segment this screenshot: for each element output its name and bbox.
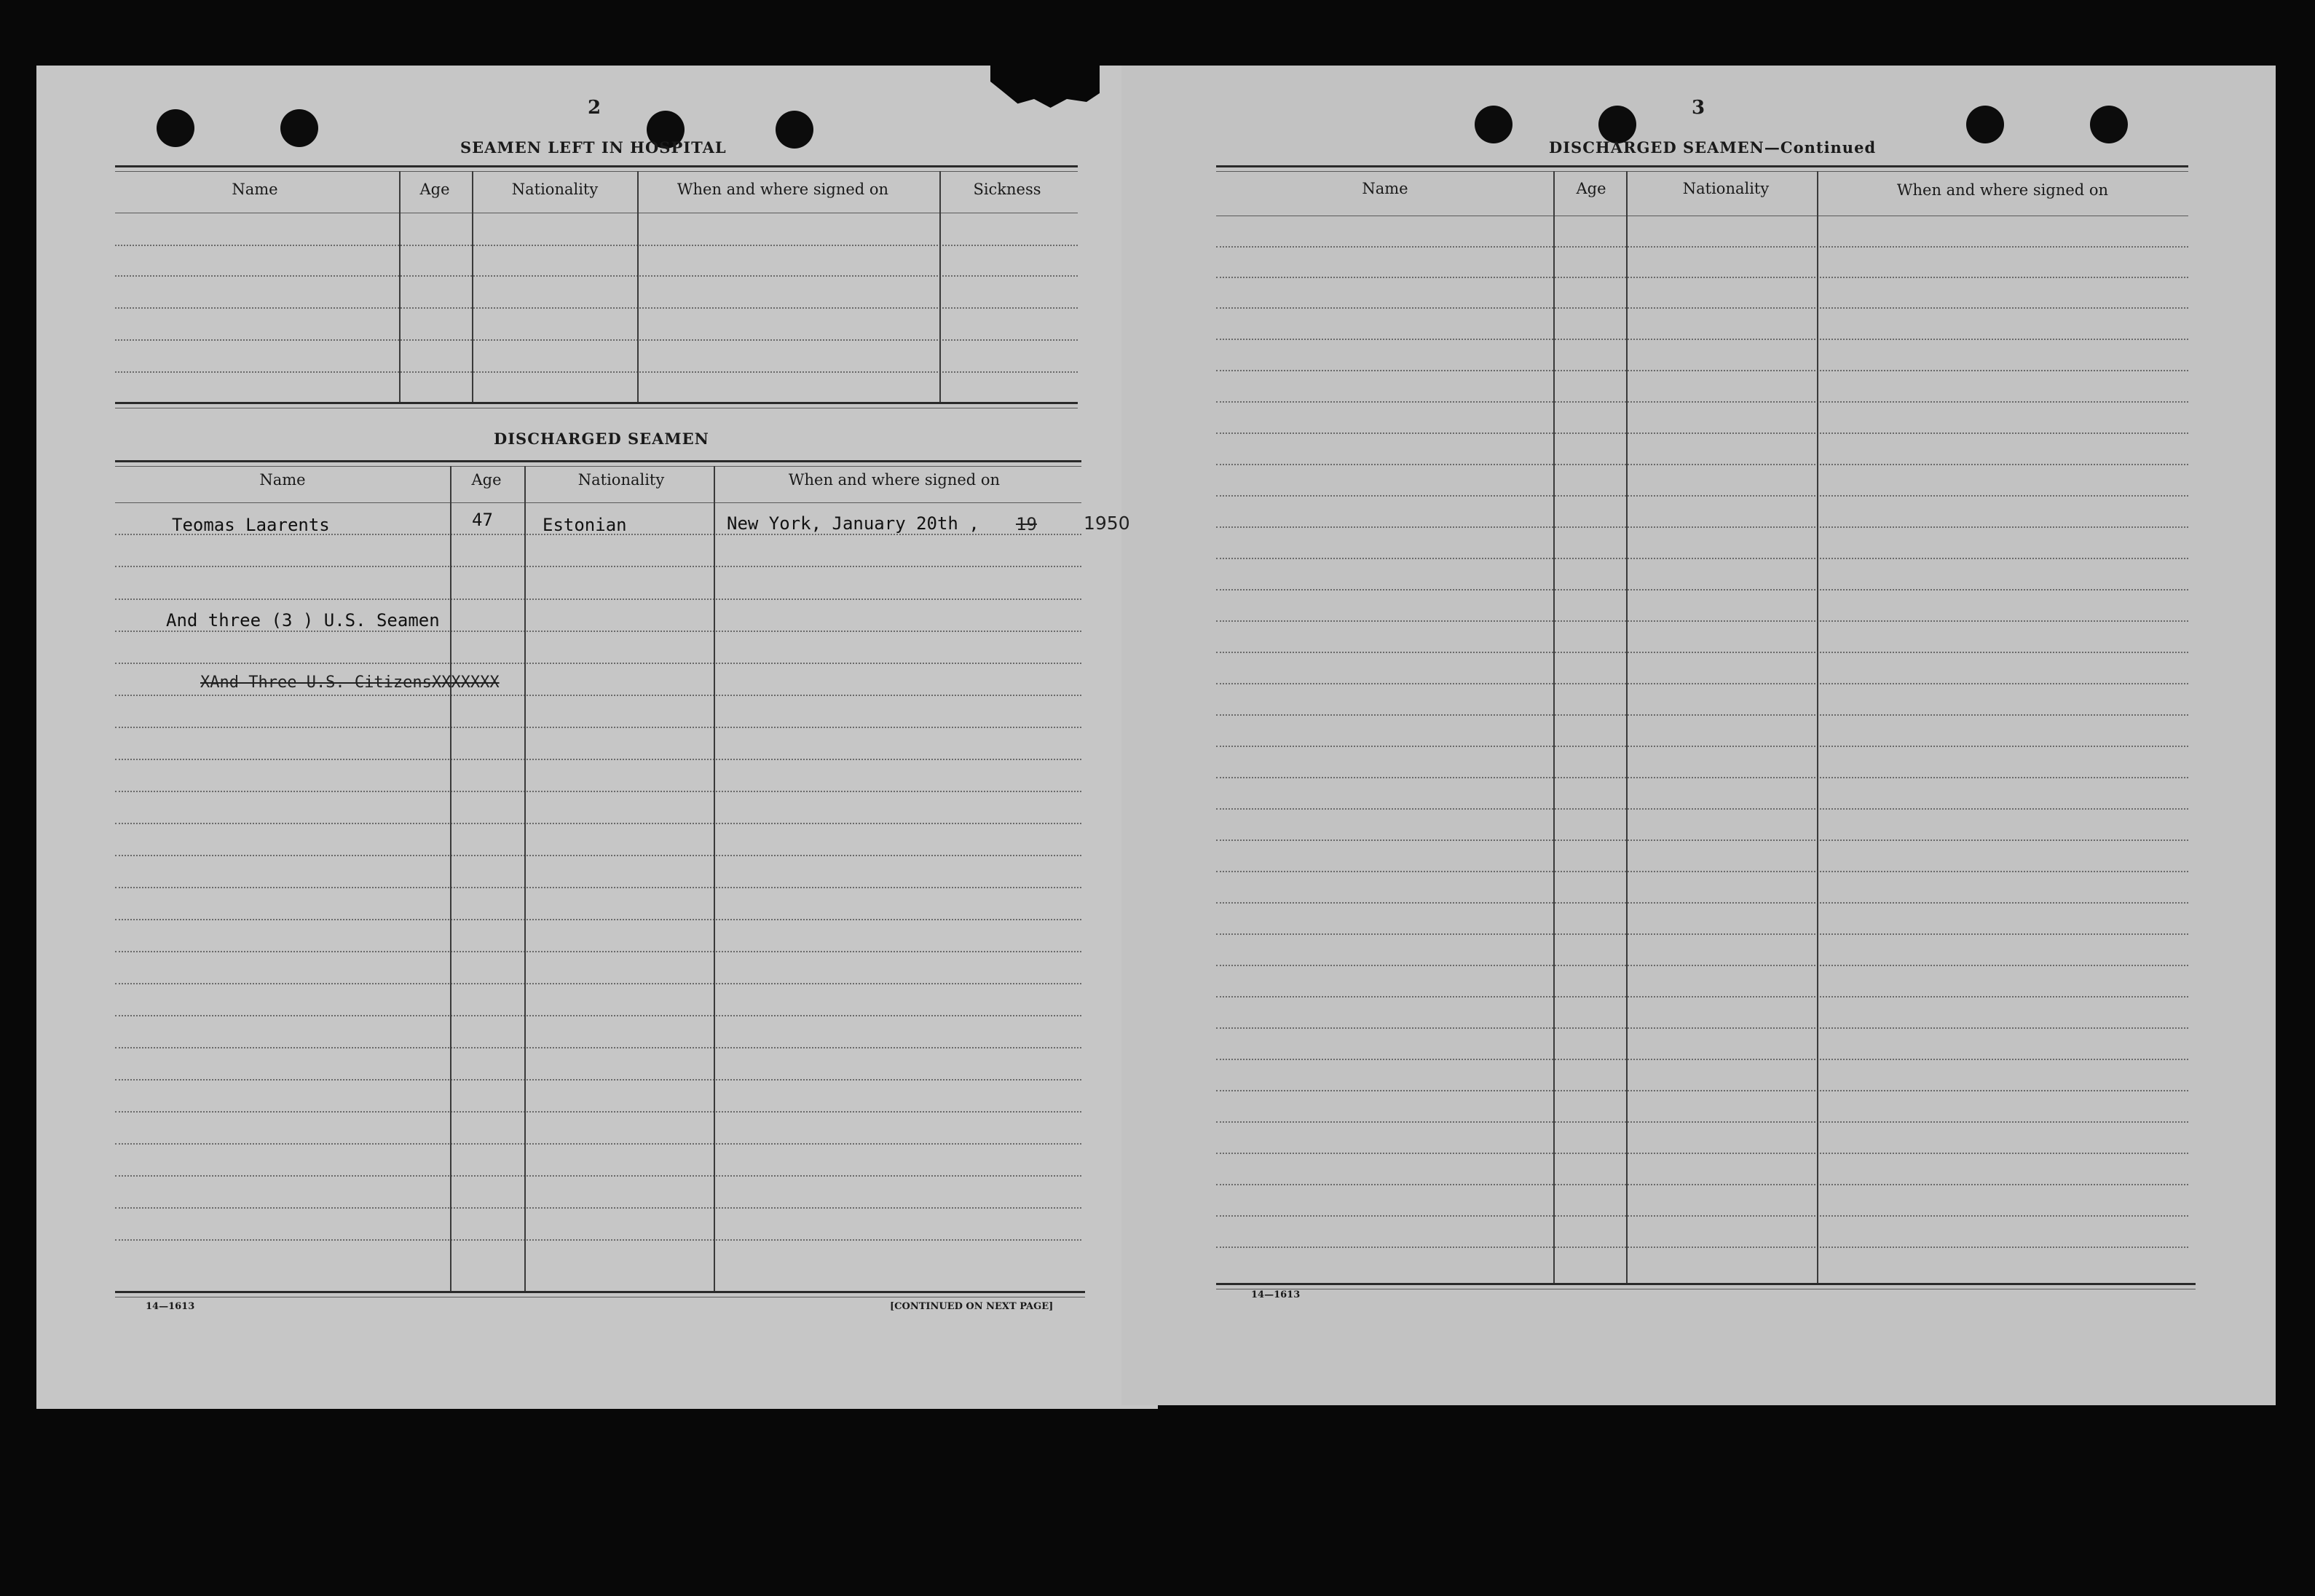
punch-hole <box>776 111 813 149</box>
rule <box>1216 165 2188 167</box>
col-divider <box>1553 171 1555 1285</box>
hospital-col-age: Age <box>419 181 450 198</box>
rule <box>115 460 1081 462</box>
hospital-col-nationality: Nationality <box>511 181 599 198</box>
row-line <box>115 371 1078 373</box>
hospital-section-title: SEAMEN LEFT IN HOSPITAL <box>460 138 727 157</box>
struck-note: XAnd Three U.S. CitizensXXXXXXX <box>200 673 500 692</box>
page-number-left: 2 <box>588 97 602 119</box>
continued-note: [CONTINUED ON NEXT PAGE] <box>890 1301 1054 1312</box>
form-number-right: 14—1613 <box>1251 1289 1301 1300</box>
rule <box>115 502 1081 503</box>
discharged-col-signed-on: When and where signed on <box>788 471 1001 489</box>
page-number-right: 3 <box>1692 97 1705 119</box>
discharged-continued-title: DISCHARGED SEAMEN—Continued <box>1549 138 1877 157</box>
right-col-signed-on: When and where signed on <box>1896 181 2109 199</box>
discharged-col-age: Age <box>471 471 502 489</box>
col-divider <box>524 466 526 1292</box>
row-line <box>115 275 1078 277</box>
discharged-col-name: Name <box>259 471 306 489</box>
col-divider <box>939 171 941 404</box>
rule <box>115 165 1078 167</box>
hospital-col-sickness: Sickness <box>973 181 1041 198</box>
seaman-signed-on: New York, January 20th , <box>727 513 979 534</box>
punch-hole <box>157 109 194 147</box>
row-line <box>115 245 1078 246</box>
col-divider <box>637 171 639 404</box>
col-divider <box>1817 171 1818 1285</box>
rule <box>115 402 1078 404</box>
us-seamen-note: And three (3 ) U.S. Seamen <box>166 610 440 631</box>
discharged-col-nationality: Nationality <box>577 471 665 489</box>
rule <box>1216 1283 2196 1285</box>
col-divider <box>450 466 451 1292</box>
rule <box>115 171 1078 172</box>
struck-year: 19 <box>1016 514 1037 534</box>
col-divider <box>714 466 715 1292</box>
seaman-age: 47 <box>472 510 493 530</box>
hospital-col-name: Name <box>232 181 278 198</box>
seaman-nationality: Estonian <box>543 515 627 535</box>
rule <box>1216 171 2188 172</box>
hospital-col-signed-on: When and where signed on <box>677 181 889 198</box>
col-divider <box>399 171 401 404</box>
col-divider <box>1626 171 1628 1285</box>
punch-hole <box>1966 106 2004 143</box>
handwritten-year: 1950 <box>1084 513 1130 534</box>
punch-hole <box>1475 106 1513 143</box>
punch-hole <box>2090 106 2128 143</box>
right-page <box>1121 66 2276 1405</box>
discharged-section-title: DISCHARGED SEAMEN <box>494 430 709 448</box>
seaman-name: Teomas Laarents <box>172 515 330 535</box>
punch-hole <box>280 109 318 147</box>
row-line <box>115 339 1078 341</box>
col-divider <box>472 171 473 404</box>
right-col-nationality: Nationality <box>1682 180 1770 197</box>
right-col-age: Age <box>1576 180 1606 197</box>
row-line <box>115 307 1078 309</box>
form-number-left: 14—1613 <box>146 1301 195 1312</box>
rule <box>115 1291 1085 1293</box>
right-col-name: Name <box>1362 180 1408 197</box>
rule <box>115 466 1081 467</box>
